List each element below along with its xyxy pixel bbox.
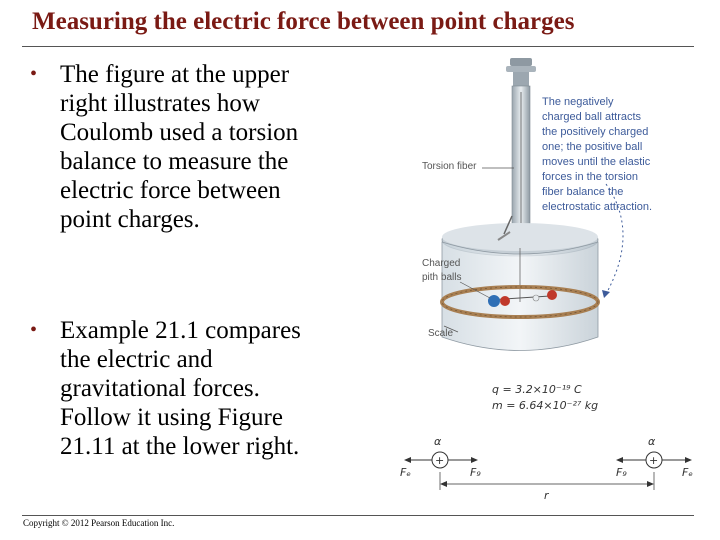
callout-line: one; the positive ball bbox=[542, 141, 643, 153]
callout-line: forces in the torsion bbox=[542, 171, 638, 183]
bullet-1-line: balance to measure the bbox=[60, 148, 289, 175]
alpha-label-right: α bbox=[648, 435, 656, 448]
callout-line: moves until the elastic bbox=[542, 156, 651, 168]
fe-left: Fₑ bbox=[400, 466, 411, 479]
bullet-2-line: Follow it using Figure bbox=[60, 404, 283, 431]
plus-sign-right: + bbox=[649, 454, 659, 467]
bullet-2 bbox=[30, 316, 350, 461]
distance-label: r bbox=[544, 489, 549, 502]
callout-line: fiber balance the bbox=[542, 186, 624, 198]
copyright-notice: Copyright © 2012 Pearson Education Inc. bbox=[23, 518, 175, 528]
label-torsion-fiber: Torsion fiber bbox=[422, 161, 477, 172]
torsion-balance-figure bbox=[410, 52, 710, 362]
bullet-2-line: the electric and bbox=[60, 346, 213, 373]
label-pith-balls: pith balls bbox=[422, 272, 462, 283]
positive-ball bbox=[500, 296, 510, 306]
bullet-1-line: point charges. bbox=[60, 206, 200, 233]
alpha-particles-figure bbox=[396, 378, 706, 508]
mass-value: m = 6.64×10⁻²⁷ kg bbox=[492, 399, 599, 412]
torsion-head-knob bbox=[510, 58, 532, 66]
bullet-dot: • bbox=[30, 319, 38, 341]
negative-ball bbox=[488, 295, 500, 307]
callout-line: the positively charged bbox=[542, 126, 649, 138]
bullet-item bbox=[30, 316, 350, 461]
title-divider bbox=[22, 46, 694, 47]
bullet-item bbox=[30, 60, 350, 234]
charge-value: q = 3.2×10⁻¹⁹ C bbox=[492, 383, 582, 396]
bullet-2-line: gravitational forces. bbox=[60, 375, 260, 402]
positive-ball-end bbox=[547, 290, 557, 300]
bullet-1-line: The figure at the upper bbox=[60, 61, 290, 88]
alpha-label-left: α bbox=[434, 435, 442, 448]
plus-sign-left: + bbox=[435, 454, 445, 467]
footer-divider bbox=[22, 515, 694, 516]
bullet-1 bbox=[30, 60, 350, 234]
bullet-dot: • bbox=[30, 63, 38, 85]
slide-title: Measuring the electric force between point charges bbox=[32, 8, 575, 35]
bullet-2-line: Example 21.1 compares bbox=[60, 317, 301, 344]
callout-line: The negatively bbox=[542, 96, 614, 108]
callout-line: electrostatic attraction. bbox=[542, 201, 653, 213]
fe-right: Fₑ bbox=[682, 466, 693, 479]
bullet-1-line: right illustrates how bbox=[60, 90, 260, 117]
label-charged-balls: Charged bbox=[422, 258, 461, 269]
bullet-1-line: electric force between bbox=[60, 177, 281, 204]
fg-right: F₉ bbox=[616, 466, 627, 479]
bullet-2-line: 21.11 at the lower right. bbox=[60, 433, 300, 460]
fg-left: F₉ bbox=[470, 466, 481, 479]
callout-line: charged ball attracts bbox=[542, 111, 642, 123]
label-scale: Scale bbox=[428, 328, 454, 339]
bullet-1-line: Coulomb used a torsion bbox=[60, 119, 299, 146]
